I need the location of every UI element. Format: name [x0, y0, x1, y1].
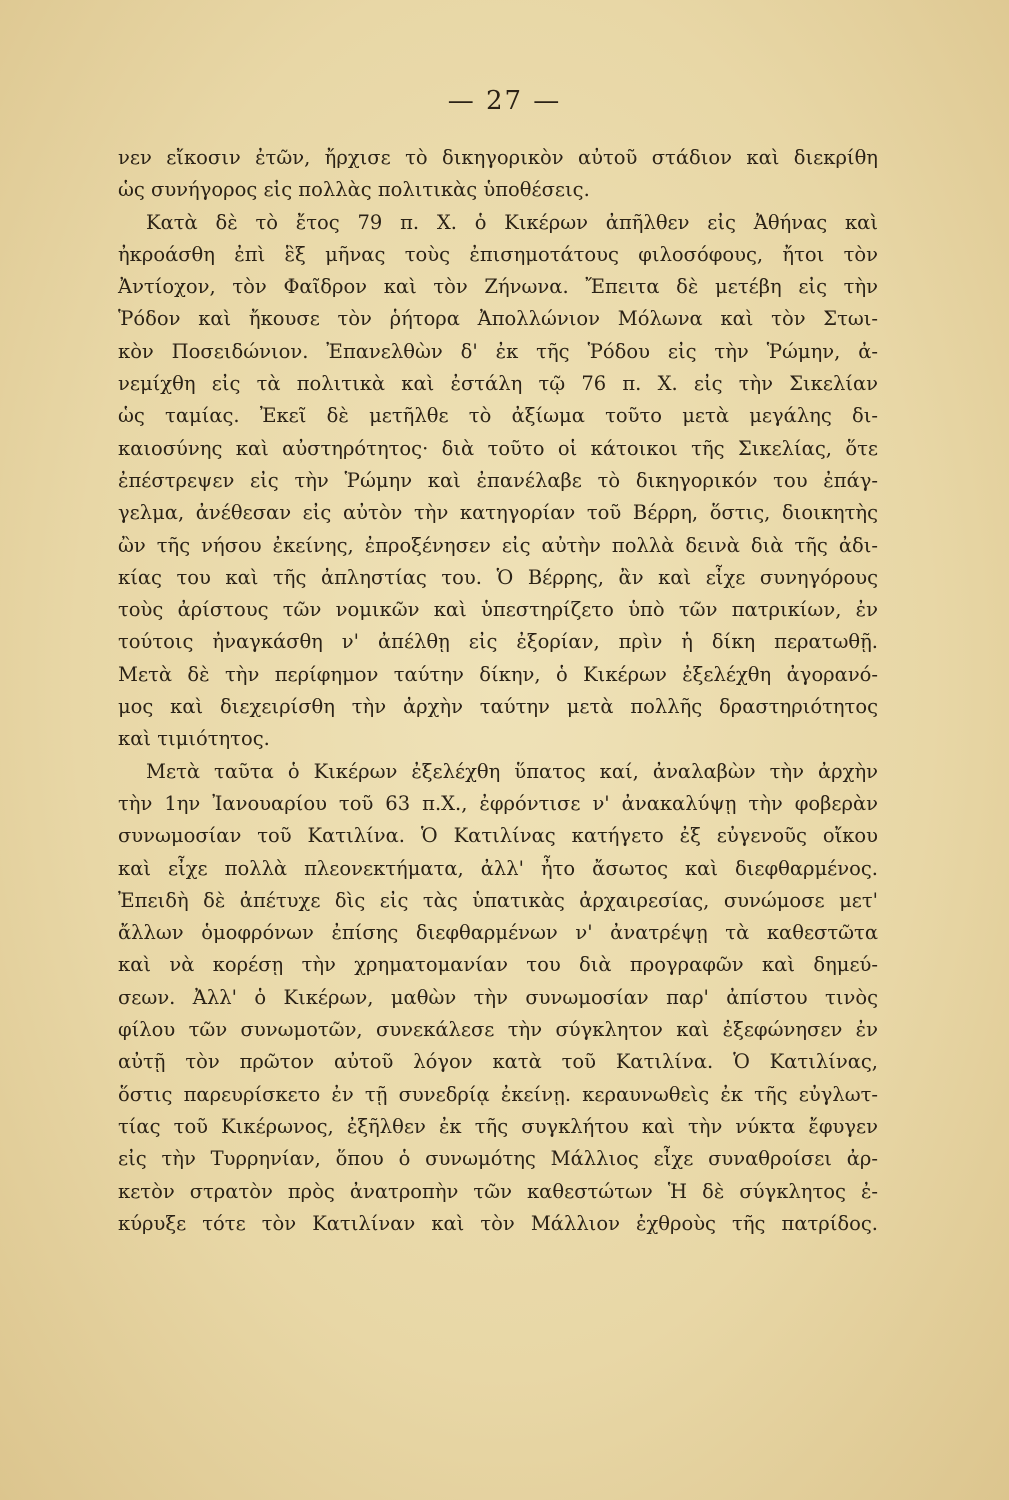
text-line: καιοσύνης καὶ αὐστηρότητος· διὰ τοῦτο οἱ κάτοικοι τῆς Σικελίας, ὅτε	[118, 436, 878, 460]
text-line: κετὸν στρατὸν πρὸς ἀνατροπὴν τῶν καθεστώτων Ἡ δὲ σύγκλητος ἐ-	[118, 1179, 878, 1203]
text-line: σεων. Ἀλλ' ὁ Κικέρων, μαθὼν τὴν συνωμοσίαν παρ' ἀπίστου τινὸς	[118, 985, 878, 1009]
text-line: Μετὰ ταῦτα ὁ Κικέρων ἐξελέχθη ὕπατος καί, ἀναλαβὼν τὴν ἀρχὴν	[146, 759, 878, 783]
page-number: — 27 —	[447, 86, 562, 116]
text-line: ὅστις παρευρίσκετο ἐν τῇ συνεδρίᾳ ἐκείνῃ. κεραυνωθεὶς ἐκ τῆς εὐγλωτ-	[118, 1082, 878, 1106]
text-line: νεμίχθη εἰς τὰ πολιτικὰ καὶ ἐστάλη τῷ 76 π. Χ. εἰς τὴν Σικελίαν	[118, 372, 878, 396]
text-line: τὴν 1ην Ἰανουαρίου τοῦ 63 π.Χ., ἐφρόντισε ν' ἀνακαλύψῃ τὴν φοβερὰν	[118, 791, 878, 815]
text-line: κίας του καὶ τῆς ἀπληστίας του. Ὁ Βέρρης, ἂν καὶ εἶχε συνηγόρους	[118, 565, 878, 589]
text-line: Ἐπειδὴ δὲ ἀπέτυχε δὶς εἰς τὰς ὑπατικὰς ἀρχαιρεσίας, συνώμοσε μετ'	[118, 888, 878, 912]
text-line: αὐτῇ τὸν πρῶτον αὐτοῦ λόγον κατὰ τοῦ Κατιλίνα. Ὁ Κατιλίνας,	[118, 1050, 878, 1074]
text-line: Ῥόδον καὶ ἤκουσε τὸν ῥήτορα Ἀπολλώνιον Μόλωνα καὶ τὸν Στωι-	[118, 307, 878, 331]
text-line: καὶ τιμιότητος.	[118, 727, 270, 751]
text-line: Ἀντίοχον, τὸν Φαῖδρον καὶ τὸν Ζήνωνα. Ἔπειτα δὲ μετέβη εἰς τὴν	[118, 275, 878, 299]
text-line: Μετὰ δὲ τὴν περίφημον ταύτην δίκην, ὁ Κικέρων ἐξελέχθη ἀγορανό-	[118, 662, 878, 686]
text-line: ἐπέστρεψεν εἰς τὴν Ῥώμην καὶ ἐπανέλαβε τὸ δικηγορικόν του ἐπάγ-	[118, 468, 878, 492]
text-line: γελμα, ἀνέθεσαν εἰς αὐτὸν τὴν κατηγορίαν τοῦ Βέρρη, ὅστις, διοικητὴς	[118, 501, 878, 525]
text-line: τίας τοῦ Κικέρωνος, ἐξῆλθεν ἐκ τῆς συγκλήτου καὶ τὴν νύκτα ἔφυγεν	[118, 1114, 878, 1138]
text-line: εἰς τὴν Τυρρηνίαν, ὅπου ὁ συνωμότης Μάλλιος εἶχε συναθροίσει ἀρ-	[118, 1147, 878, 1171]
text-line: ὡς ταμίας. Ἐκεῖ δὲ μετῆλθε τὸ ἀξίωμα τοῦτο μετὰ μεγάλης δι-	[118, 404, 878, 428]
body-text	[118, 142, 878, 1240]
text-line: καὶ νὰ κορέσῃ τὴν χρηματομανίαν του διὰ προγραφῶν καὶ δημεύ-	[118, 953, 878, 977]
text-line: ἠκροάσθη ἐπὶ ἓξ μῆνας τοὺς ἐπισημοτάτους φιλοσόφους, ἤτοι τὸν	[118, 242, 878, 266]
text-line: νεν εἴκοσιν ἐτῶν, ἤρχισε τὸ δικηγορικὸν αὐτοῦ στάδιον καὶ διεκρίθη	[118, 146, 878, 169]
text-line: κύρυξε τότε τὸν Κατιλίναν καὶ τὸν Μάλλιον ἐχθροὺς τῆς πατρίδος.	[118, 1211, 878, 1235]
text-line: συνωμοσίαν τοῦ Κατιλίνα. Ὁ Κατιλίνας κατήγετο ἐξ εὐγενοῦς οἴκου	[118, 824, 878, 848]
text-line: μος καὶ διεχειρίσθη τὴν ἀρχὴν ταύτην μετὰ πολλῆς δραστηριότητος	[118, 695, 878, 719]
text-line: Κατὰ δὲ τὸ ἔτος 79 π. Χ. ὁ Κικέρων ἀπῆλθεν εἰς Ἀθήνας καὶ	[146, 210, 878, 234]
text-line: ὢν τῆς νήσου ἐκείνης, ἐπροξένησεν εἰς αὐτὴν πολλὰ δεινὰ διὰ τῆς ἀδι-	[118, 533, 878, 557]
text-line: τοὺς ἀρίστους τῶν νομικῶν καὶ ὑπεστηρίζετο ὑπὸ τῶν πατρικίων, ἐν	[118, 598, 878, 622]
text-line: τούτοις ἠναγκάσθη ν' ἀπέλθῃ εἰς ἐξορίαν, πρὶν ἡ δίκη περατωθῇ.	[118, 630, 878, 654]
text-line: φίλου τῶν συνωμοτῶν, συνεκάλεσε τὴν σύγκλητον καὶ ἐξεφώνησεν ἐν	[118, 1018, 878, 1042]
text-line: κὸν Ποσειδώνιον. Ἐπανελθὼν δ' ἐκ τῆς Ῥόδου εἰς τὴν Ῥώμην, ἀ-	[118, 339, 878, 363]
text-line: ἄλλων ὁμοφρόνων ἐπίσης διεφθαρμένων ν' ἀνατρέψῃ τὰ καθεστῶτα	[118, 921, 878, 945]
text-line: ὡς συνήγορος εἰς πολλὰς πολιτικὰς ὑποθέσεις.	[118, 178, 590, 202]
text-line: καὶ εἶχε πολλὰ πλεονεκτήματα, ἀλλ' ἦτο ἄσωτος καὶ διεφθαρμένος.	[118, 856, 878, 880]
